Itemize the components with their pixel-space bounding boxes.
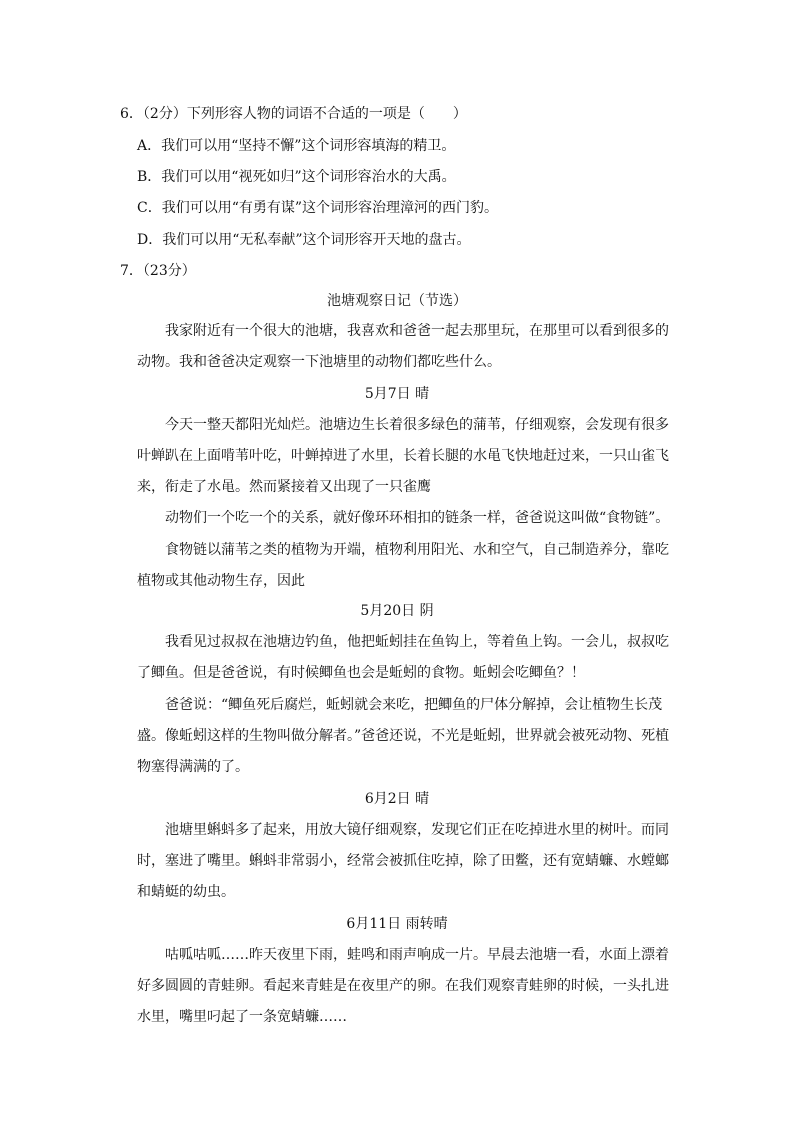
- diary-paragraph: 爸爸说：“鲫鱼死后腐烂，蚯蚓就会来吃，把鲫鱼的尸体分解掉，会让植物生长茂盛。像蚯蚓这样的生物叫做分解者。”爸爸还说，不光是蚯蚓，世界就会被死动物、死植物塞得满满的了。: [137, 697, 670, 775]
- diary-date-4: 6月11日 雨转晴: [346, 916, 448, 932]
- diary-paragraph: 池塘里蝌蚪多了起来，用放大镜仔细观察，发现它们正在吃掉进水里的树叶。而同时，塞进了嘴里。蝌蚪非常弱小，经常会被抓住吃掉，除了田鳖，还有宽蜻蠊、水螳螂和蜻蜓的幼虫。: [137, 822, 669, 900]
- question-6-option-a: A．我们可以用“坚持不懈”这个词形容填海的精卫。: [137, 138, 456, 154]
- question-6-option-b: B．我们可以用“视死如归”这个词形容治水的大禹。: [137, 169, 456, 185]
- diary-paragraph: 今天一整天都阳光灿烂。池塘边生长着很多绿色的蒲苇，仔细观察，会发现有很多叶蝉趴在上面啃苇叶吃，叶蝉掉进了水里，长着长腿的水黾飞快地赶过来，一只山雀飞来，衔走了水黾。然而紧接着又出现了一只雀鹰: [137, 417, 669, 495]
- diary-paragraph: 动物们一个吃一个的关系，就好像环环相扣的链条一样，爸爸说这叫做“食物链”。: [165, 510, 670, 526]
- diary-paragraph: 我看见过叔叔在池塘边钓鱼，他把蚯蚓挂在鱼钩上，等着鱼上钩。一会儿，叔叔吃了鲫鱼。但是爸爸说，有时候鲫鱼也会是蚯蚓的食物。蚯蚓会吃鲫鱼？！: [137, 634, 669, 681]
- question-6-stem: 6．（2分）下列形容人物的词语不合适的一项是（ ）: [120, 106, 467, 122]
- diary-paragraph: 食物链以蒲苇之类的植物为开端，植物利用阳光、水和空气，自己制造养分，靠吃植物或其他动物生存，因此: [137, 542, 669, 589]
- diary-paragraph: 咕呱咕呱……昨天夜里下雨，蛙鸣和雨声响成一片。早晨去池塘一看，水面上漂着好多圆圆的青蛙卵。看起来青蛙是在夜里产的卵。在我们观察青蛙卵的时候，一头扎进水里，嘴里叼起了一条宽蜻蠊……: [137, 947, 669, 1025]
- passage-intro: 我家附近有一个很大的池塘，我喜欢和爸爸一起去那里玩，在那里可以看到很多的动物。我和爸爸决定观察一下池塘里的动物们都吃些什么。: [137, 323, 669, 370]
- diary-date-2: 5月20日 阴: [360, 603, 434, 619]
- question-6-option-d: D．我们可以用“无私奉献”这个词形容开天地的盘古。: [137, 232, 471, 248]
- diary-date-1: 5月7日 晴: [364, 386, 430, 402]
- diary-date-3: 6月2日 晴: [364, 791, 430, 807]
- question-6-option-c: C．我们可以用“有勇有谋”这个词形容治理漳河的西门豹。: [137, 200, 499, 216]
- question-7-stem: 7．（23分）: [120, 263, 196, 279]
- passage-title: 池塘观察日记（节选）: [327, 293, 467, 309]
